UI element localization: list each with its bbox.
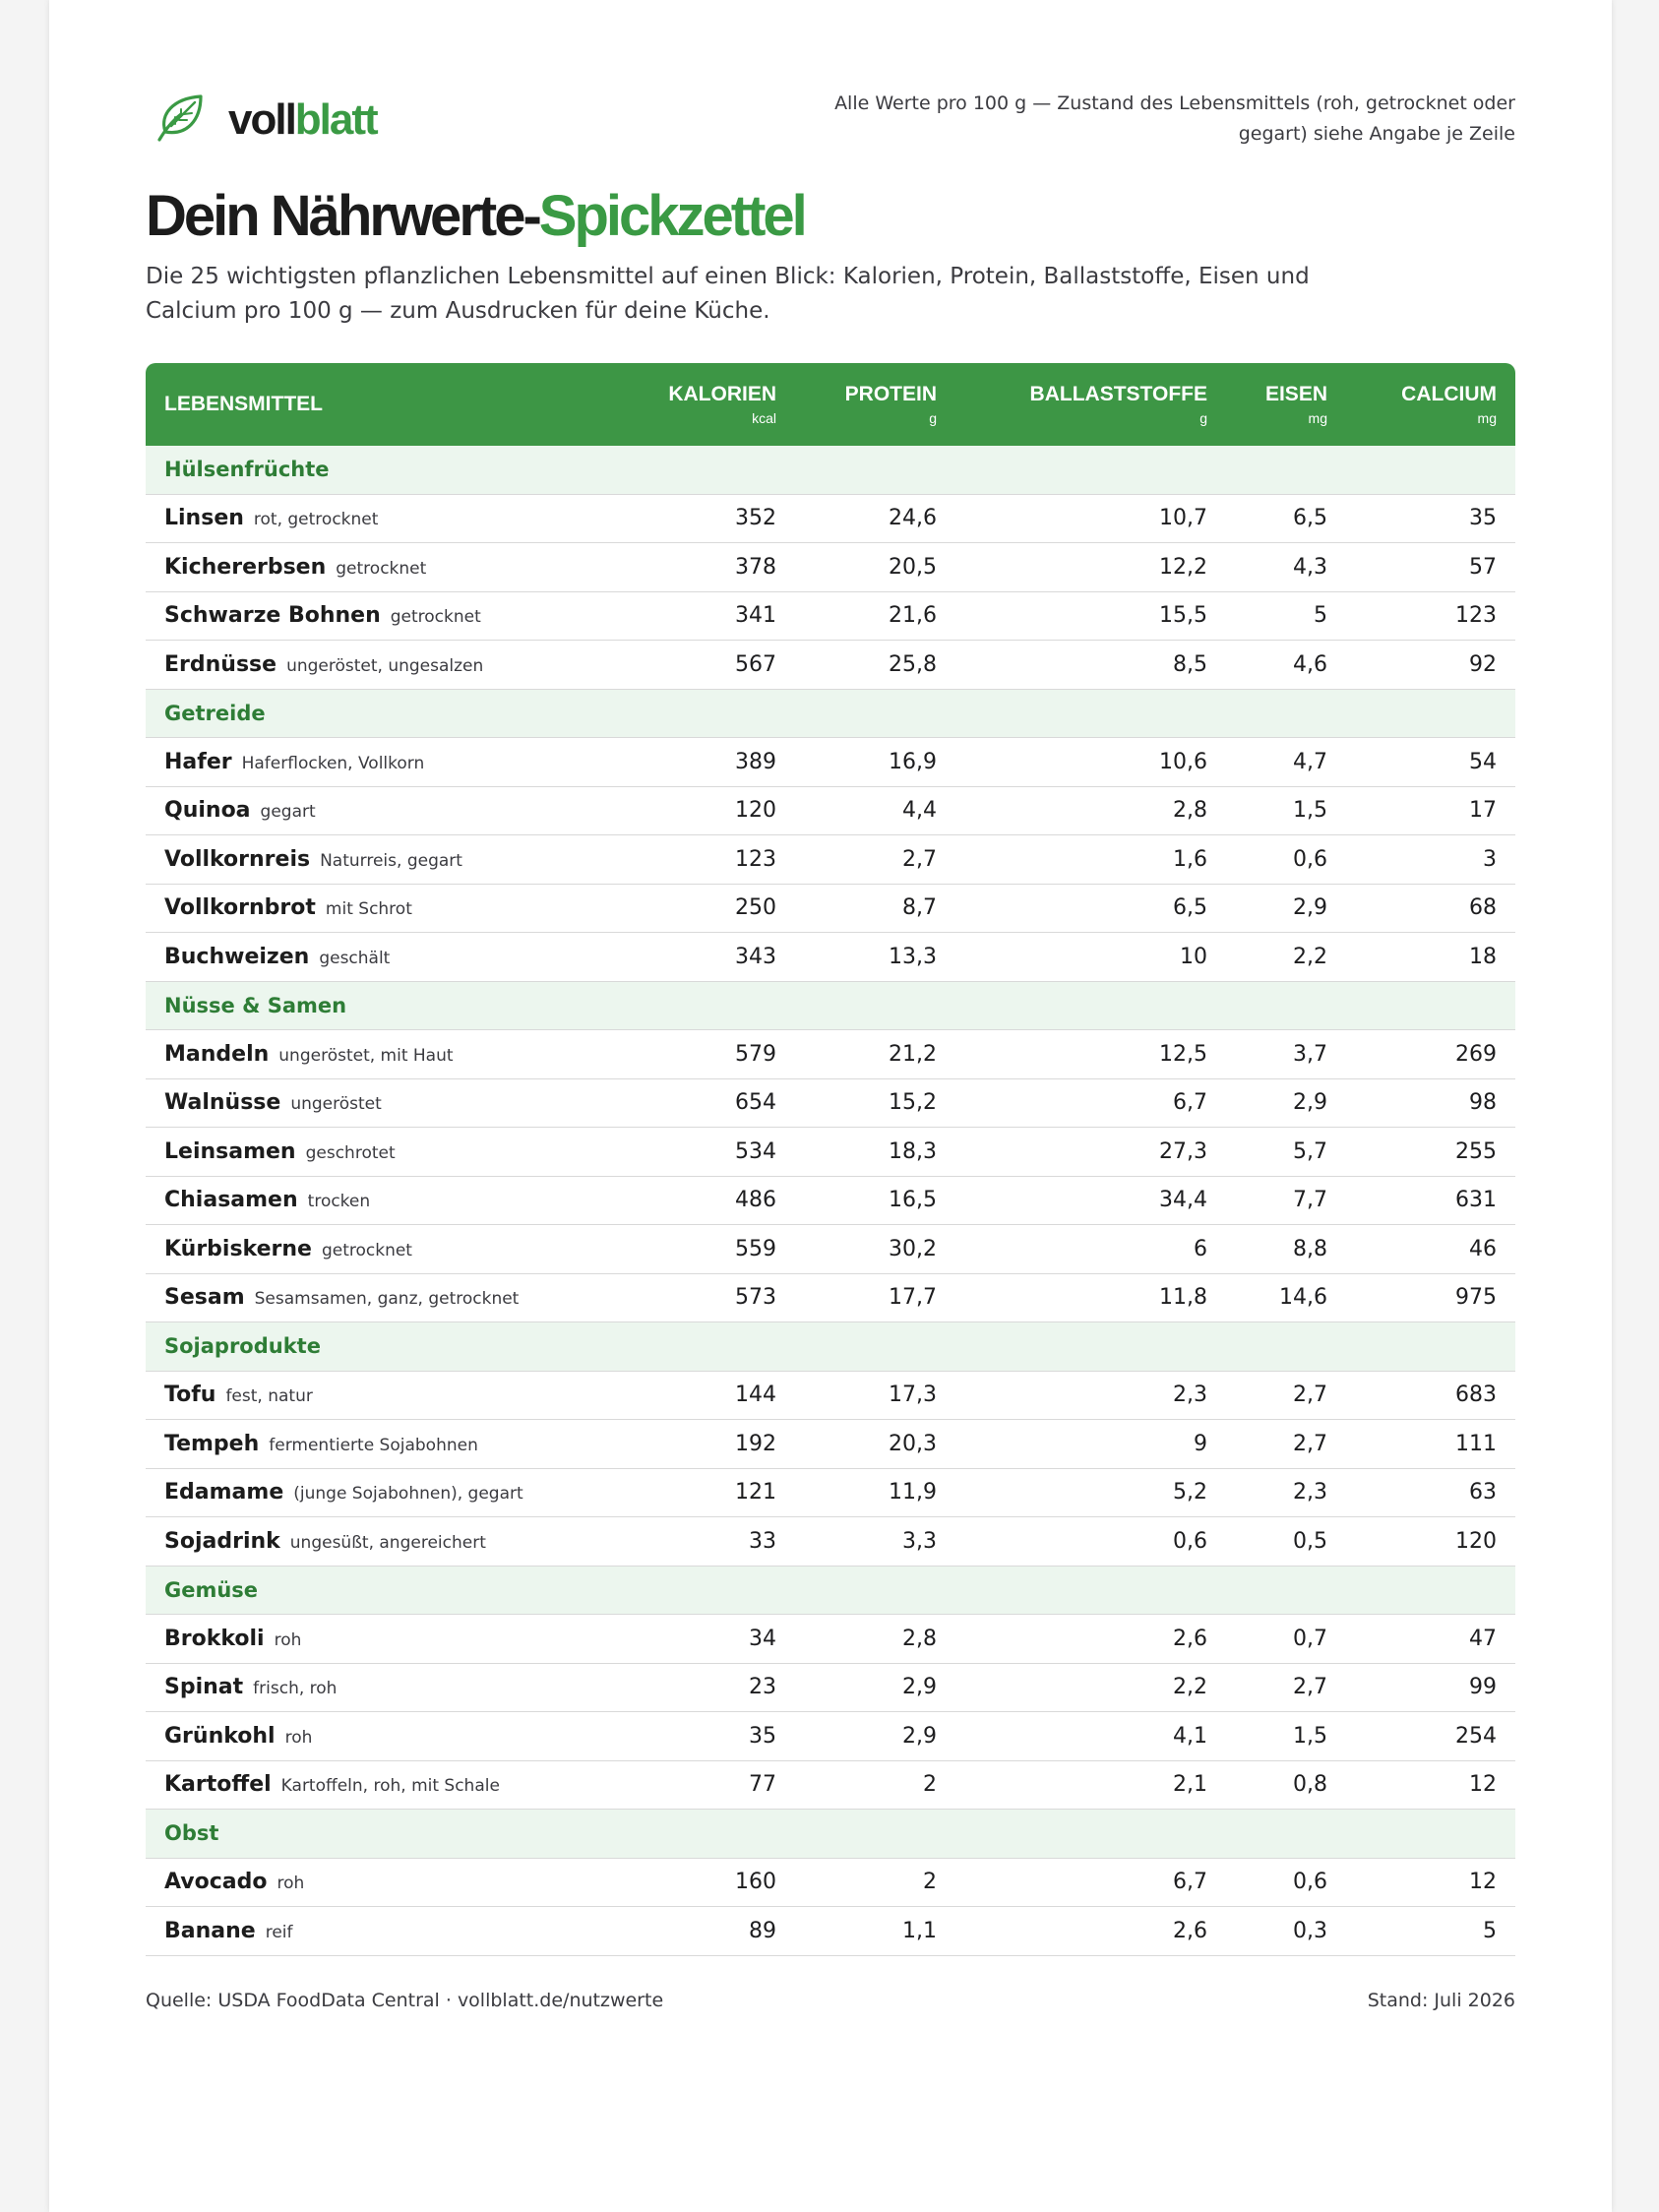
- column-unit: kcal: [752, 410, 776, 426]
- food-detail: roh: [274, 1629, 302, 1650]
- value-cell-calcium: 111: [1346, 1420, 1515, 1469]
- values-note: Alle Werte pro 100 g — Zustand des Lebensmittels (roh, getrocknet oder gegart) siehe Angabe je Zeile: [834, 92, 1515, 145]
- food-name: Quinoa: [164, 798, 251, 824]
- food-name: Vollkornreis: [164, 846, 311, 872]
- food-detail: frisch, roh: [253, 1679, 338, 1699]
- food-name: Tempeh: [164, 1431, 260, 1456]
- value-cell-kcal: 144: [628, 1372, 795, 1421]
- food-name: Sesam: [164, 1285, 245, 1311]
- value-cell-fiber: 2,8: [955, 787, 1226, 836]
- value-cell-kcal: 89: [628, 1907, 795, 1956]
- value-cell-fiber: 2,6: [955, 1907, 1226, 1956]
- column-header: [1346, 363, 1515, 446]
- value-cell-calcium: 35: [1346, 495, 1515, 544]
- value-cell-fiber: 6,5: [955, 885, 1226, 934]
- value-cell-iron: 4,7: [1226, 738, 1346, 787]
- value-cell-protein: 20,5: [795, 543, 955, 592]
- value-cell-fiber: 1,6: [955, 835, 1226, 885]
- food-name: Leinsamen: [164, 1138, 296, 1164]
- table-row: [146, 1030, 1515, 1079]
- column-label: PROTEIN: [844, 383, 937, 405]
- value-cell-protein: 20,3: [795, 1420, 955, 1469]
- value-cell-kcal: 123: [628, 835, 795, 885]
- value-cell-iron: 5,7: [1226, 1128, 1346, 1177]
- value-cell-iron: 2,9: [1226, 885, 1346, 934]
- value-cell-kcal: 567: [628, 641, 795, 690]
- food-name: Brokkoli: [164, 1626, 265, 1651]
- value-cell-iron: 0,6: [1226, 835, 1346, 885]
- value-cell-kcal: 378: [628, 543, 795, 592]
- value-cell-calcium: 18: [1346, 933, 1515, 982]
- value-cell-calcium: 631: [1346, 1177, 1515, 1226]
- table-row: [146, 1274, 1515, 1323]
- value-cell-calcium: 92: [1346, 641, 1515, 690]
- value-cell-calcium: 63: [1346, 1469, 1515, 1518]
- food-cell: [146, 1761, 628, 1811]
- value-cell-kcal: 160: [628, 1859, 795, 1908]
- value-cell-fiber: 11,8: [955, 1274, 1226, 1323]
- food-name: Erdnüsse: [164, 651, 277, 677]
- value-cell-calcium: 99: [1346, 1664, 1515, 1713]
- value-cell-fiber: 27,3: [955, 1128, 1226, 1177]
- value-cell-protein: 16,5: [795, 1177, 955, 1226]
- category-row: [146, 1322, 1515, 1372]
- food-cell: [146, 592, 628, 642]
- nutrition-table: [146, 363, 1515, 1956]
- food-cell: [146, 1859, 628, 1908]
- column-label: KALORIEN: [668, 383, 776, 405]
- value-cell-fiber: 2,6: [955, 1615, 1226, 1664]
- value-cell-iron: 7,7: [1226, 1177, 1346, 1226]
- value-cell-iron: 1,5: [1226, 787, 1346, 836]
- table-row: [146, 1420, 1515, 1469]
- food-detail: roh: [284, 1727, 313, 1748]
- value-cell-fiber: 12,5: [955, 1030, 1226, 1079]
- food-name: Grünkohl: [164, 1723, 276, 1749]
- value-cell-fiber: 2,3: [955, 1372, 1226, 1421]
- category-row: [146, 1810, 1515, 1859]
- food-detail: getrocknet: [390, 607, 481, 628]
- value-cell-calcium: 254: [1346, 1712, 1515, 1761]
- food-name: Hafer: [164, 749, 232, 774]
- category-name: Gemüse: [146, 1567, 1515, 1616]
- food-name: Mandeln: [164, 1041, 270, 1067]
- value-cell-calcium: 12: [1346, 1761, 1515, 1811]
- table-row: [146, 1712, 1515, 1761]
- page-title: [146, 183, 805, 249]
- value-cell-calcium: 54: [1346, 738, 1515, 787]
- brand-name-prefix: voll: [228, 95, 295, 144]
- food-cell: [146, 1469, 628, 1518]
- value-cell-fiber: 6,7: [955, 1079, 1226, 1129]
- value-cell-fiber: 6: [955, 1225, 1226, 1274]
- category-name: Nüsse & Samen: [146, 982, 1515, 1031]
- value-cell-iron: 0,8: [1226, 1761, 1346, 1811]
- value-cell-kcal: 341: [628, 592, 795, 642]
- value-cell-iron: 2,7: [1226, 1664, 1346, 1713]
- food-name: Vollkornbrot: [164, 895, 316, 921]
- value-cell-calcium: 255: [1346, 1128, 1515, 1177]
- value-cell-iron: 0,7: [1226, 1615, 1346, 1664]
- food-detail: Haferflocken, Vollkorn: [241, 753, 425, 773]
- food-name: Buchweizen: [164, 944, 310, 969]
- column-label: LEBENSMITTEL: [164, 393, 323, 415]
- title-prefix: Dein Nährwerte-: [146, 184, 539, 248]
- food-cell: [146, 1128, 628, 1177]
- table-row: [146, 787, 1515, 836]
- food-detail: getrocknet: [336, 558, 427, 579]
- value-cell-iron: 6,5: [1226, 495, 1346, 544]
- food-name: Spinat: [164, 1675, 244, 1700]
- value-cell-calcium: 98: [1346, 1079, 1515, 1129]
- brand-name: [228, 95, 377, 145]
- table-row: [146, 1517, 1515, 1567]
- food-detail: (junge Sojabohnen), gegart: [293, 1484, 523, 1505]
- food-name: Kichererbsen: [164, 554, 327, 580]
- value-cell-iron: 2,7: [1226, 1372, 1346, 1421]
- category-name: Hülsenfrüchte: [146, 446, 1515, 495]
- value-cell-protein: 21,2: [795, 1030, 955, 1079]
- table-row: [146, 1664, 1515, 1713]
- value-cell-iron: 0,5: [1226, 1517, 1346, 1567]
- column-header: [955, 363, 1226, 446]
- value-cell-iron: 14,6: [1226, 1274, 1346, 1323]
- value-cell-iron: 0,6: [1226, 1859, 1346, 1908]
- food-detail: ungeröstet, ungesalzen: [286, 655, 484, 676]
- value-cell-fiber: 10,7: [955, 495, 1226, 544]
- footer: [146, 1990, 1515, 2011]
- value-cell-kcal: 121: [628, 1469, 795, 1518]
- category-name: Getreide: [146, 690, 1515, 739]
- food-detail: Sesamsamen, ganz, getrocknet: [254, 1289, 520, 1310]
- table-row: [146, 1372, 1515, 1421]
- table-row: [146, 933, 1515, 982]
- value-cell-kcal: 343: [628, 933, 795, 982]
- value-cell-kcal: 77: [628, 1761, 795, 1811]
- food-detail: roh: [276, 1874, 305, 1894]
- intro-text: Die 25 wichtigsten pflanzlichen Lebensmittel auf einen Blick: Kalorien, Protein, Ballaststoffe, Eisen und Calcium pro 100 g — zum Ausdrucken für deine Küche.: [146, 264, 1310, 324]
- category-row: [146, 1567, 1515, 1616]
- column-label: EISEN: [1264, 383, 1327, 405]
- value-cell-protein: 17,3: [795, 1372, 955, 1421]
- column-unit: g: [1199, 410, 1207, 426]
- value-cell-calcium: 68: [1346, 885, 1515, 934]
- column-unit: g: [929, 410, 937, 426]
- value-cell-protein: 2,9: [795, 1664, 955, 1713]
- food-cell: [146, 1420, 628, 1469]
- value-cell-iron: 8,8: [1226, 1225, 1346, 1274]
- value-cell-iron: 5: [1226, 592, 1346, 642]
- food-detail: gegart: [260, 802, 316, 823]
- value-cell-protein: 2: [795, 1761, 955, 1811]
- food-name: Kürbiskerne: [164, 1236, 312, 1261]
- food-detail: geschrotet: [305, 1142, 396, 1163]
- food-cell: [146, 1225, 628, 1274]
- value-cell-protein: 21,6: [795, 592, 955, 642]
- value-cell-kcal: 559: [628, 1225, 795, 1274]
- value-cell-iron: 2,3: [1226, 1469, 1346, 1518]
- table-row: [146, 835, 1515, 885]
- food-cell: [146, 1274, 628, 1323]
- food-cell: [146, 738, 628, 787]
- table-row: [146, 1907, 1515, 1956]
- value-cell-fiber: 34,4: [955, 1177, 1226, 1226]
- table-row: [146, 885, 1515, 934]
- food-cell: [146, 1664, 628, 1713]
- brand-name-accent: blatt: [294, 95, 377, 144]
- table-row: [146, 543, 1515, 592]
- value-cell-fiber: 10,6: [955, 738, 1226, 787]
- table-row: [146, 592, 1515, 642]
- value-cell-kcal: 534: [628, 1128, 795, 1177]
- value-cell-fiber: 10: [955, 933, 1226, 982]
- value-cell-protein: 17,7: [795, 1274, 955, 1323]
- value-cell-kcal: 23: [628, 1664, 795, 1713]
- value-cell-iron: 2,9: [1226, 1079, 1346, 1129]
- table-row: [146, 641, 1515, 690]
- column-header: [1226, 363, 1346, 446]
- column-header: [795, 363, 955, 446]
- value-cell-protein: 8,7: [795, 885, 955, 934]
- value-cell-fiber: 5,2: [955, 1469, 1226, 1518]
- value-cell-kcal: 352: [628, 495, 795, 544]
- value-cell-protein: 1,1: [795, 1907, 955, 1956]
- value-cell-fiber: 9: [955, 1420, 1226, 1469]
- value-cell-kcal: 33: [628, 1517, 795, 1567]
- table-row: [146, 1469, 1515, 1518]
- food-cell: [146, 1615, 628, 1664]
- table-row: [146, 1079, 1515, 1129]
- value-cell-protein: 16,9: [795, 738, 955, 787]
- food-name: Linsen: [164, 506, 244, 531]
- column-header: [146, 363, 628, 446]
- value-cell-calcium: 123: [1346, 592, 1515, 642]
- value-cell-calcium: 12: [1346, 1859, 1515, 1908]
- value-cell-kcal: 579: [628, 1030, 795, 1079]
- table-row: [146, 1859, 1515, 1908]
- food-detail: ungesüßt, angereichert: [289, 1532, 486, 1553]
- table-body: [146, 446, 1515, 1956]
- food-detail: fest, natur: [225, 1386, 313, 1407]
- value-cell-fiber: 2,2: [955, 1664, 1226, 1713]
- value-cell-kcal: 35: [628, 1712, 795, 1761]
- column-unit: mg: [1477, 410, 1497, 426]
- value-cell-fiber: 4,1: [955, 1712, 1226, 1761]
- food-cell: [146, 1907, 628, 1956]
- food-cell: [146, 835, 628, 885]
- food-name: Banane: [164, 1918, 256, 1943]
- value-cell-protein: 11,9: [795, 1469, 955, 1518]
- food-cell: [146, 1030, 628, 1079]
- value-cell-protein: 2,8: [795, 1615, 955, 1664]
- value-cell-kcal: 250: [628, 885, 795, 934]
- value-cell-kcal: 192: [628, 1420, 795, 1469]
- value-cell-calcium: 975: [1346, 1274, 1515, 1323]
- value-cell-protein: 2,7: [795, 835, 955, 885]
- food-cell: [146, 933, 628, 982]
- food-name: Chiasamen: [164, 1188, 298, 1213]
- date-note: Stand: Juli 2026: [1367, 1990, 1515, 2011]
- food-name: Edamame: [164, 1480, 284, 1505]
- category-row: [146, 690, 1515, 739]
- category-row: [146, 446, 1515, 495]
- column-unit: mg: [1308, 410, 1327, 426]
- food-cell: [146, 1079, 628, 1129]
- food-detail: getrocknet: [321, 1240, 412, 1260]
- value-cell-calcium: 683: [1346, 1372, 1515, 1421]
- source-note: Quelle: USDA FoodData Central · vollblatt.de/nutzwerte: [146, 1990, 664, 2011]
- table-row: [146, 1761, 1515, 1811]
- food-detail: geschält: [319, 948, 391, 968]
- category-row: [146, 982, 1515, 1031]
- category-name: Sojaprodukte: [146, 1322, 1515, 1372]
- food-cell: [146, 543, 628, 592]
- food-name: Kartoffel: [164, 1772, 272, 1798]
- table-row: [146, 738, 1515, 787]
- value-cell-protein: 25,8: [795, 641, 955, 690]
- value-cell-calcium: 17: [1346, 787, 1515, 836]
- value-cell-calcium: 120: [1346, 1517, 1515, 1567]
- food-name: Sojadrink: [164, 1528, 280, 1554]
- value-cell-protein: 13,3: [795, 933, 955, 982]
- food-name: Walnüsse: [164, 1090, 281, 1116]
- food-cell: [146, 787, 628, 836]
- food-cell: [146, 1177, 628, 1226]
- table-header-row: [146, 363, 1515, 446]
- value-cell-calcium: 269: [1346, 1030, 1515, 1079]
- value-cell-iron: 4,6: [1226, 641, 1346, 690]
- value-cell-protein: 24,6: [795, 495, 955, 544]
- food-cell: [146, 1372, 628, 1421]
- value-cell-iron: 4,3: [1226, 543, 1346, 592]
- value-cell-iron: 0,3: [1226, 1907, 1346, 1956]
- value-cell-kcal: 389: [628, 738, 795, 787]
- category-name: Obst: [146, 1810, 1515, 1859]
- value-cell-kcal: 573: [628, 1274, 795, 1323]
- value-cell-iron: 3,7: [1226, 1030, 1346, 1079]
- food-cell: [146, 1517, 628, 1567]
- value-cell-protein: 3,3: [795, 1517, 955, 1567]
- column-label: BALLASTSTOFFE: [1029, 383, 1207, 405]
- table-row: [146, 1225, 1515, 1274]
- value-cell-protein: 2: [795, 1859, 955, 1908]
- food-detail: ungeröstet, mit Haut: [278, 1045, 454, 1066]
- value-cell-calcium: 3: [1346, 835, 1515, 885]
- value-cell-fiber: 6,7: [955, 1859, 1226, 1908]
- food-detail: fermentierte Sojabohnen: [269, 1435, 478, 1455]
- value-cell-fiber: 12,2: [955, 543, 1226, 592]
- value-cell-protein: 2,9: [795, 1712, 955, 1761]
- food-cell: [146, 1712, 628, 1761]
- value-cell-protein: 30,2: [795, 1225, 955, 1274]
- value-cell-calcium: 5: [1346, 1907, 1515, 1956]
- value-cell-iron: 1,5: [1226, 1712, 1346, 1761]
- brand[interactable]: [152, 91, 377, 150]
- food-cell: [146, 495, 628, 544]
- food-detail: trocken: [307, 1192, 371, 1212]
- table-row: [146, 1177, 1515, 1226]
- table-row: [146, 1128, 1515, 1177]
- title-accent: Spickzettel: [538, 184, 805, 248]
- value-cell-calcium: 46: [1346, 1225, 1515, 1274]
- value-cell-calcium: 47: [1346, 1615, 1515, 1664]
- food-detail: rot, getrocknet: [253, 510, 379, 530]
- value-cell-fiber: 2,1: [955, 1761, 1226, 1811]
- value-cell-kcal: 654: [628, 1079, 795, 1129]
- value-cell-protein: 15,2: [795, 1079, 955, 1129]
- food-detail: mit Schrot: [325, 899, 412, 920]
- value-cell-protein: 18,3: [795, 1128, 955, 1177]
- food-cell: [146, 641, 628, 690]
- food-detail: reif: [265, 1922, 293, 1942]
- food-name: Tofu: [164, 1382, 216, 1408]
- food-name: Schwarze Bohnen: [164, 603, 381, 629]
- column-header: [628, 363, 795, 446]
- value-cell-fiber: 8,5: [955, 641, 1226, 690]
- page: [49, 0, 1612, 2212]
- value-cell-fiber: 15,5: [955, 592, 1226, 642]
- value-cell-fiber: 0,6: [955, 1517, 1226, 1567]
- food-name: Avocado: [164, 1870, 268, 1895]
- table-row: [146, 495, 1515, 544]
- value-cell-kcal: 486: [628, 1177, 795, 1226]
- food-cell: [146, 885, 628, 934]
- value-cell-iron: 2,2: [1226, 933, 1346, 982]
- food-detail: Kartoffeln, roh, mit Schale: [280, 1776, 500, 1797]
- value-cell-kcal: 120: [628, 787, 795, 836]
- food-detail: Naturreis, gegart: [320, 850, 462, 871]
- food-detail: ungeröstet: [290, 1094, 382, 1115]
- leaf-icon: [152, 91, 207, 150]
- column-label: CALCIUM: [1401, 383, 1497, 405]
- value-cell-kcal: 34: [628, 1615, 795, 1664]
- value-cell-iron: 2,7: [1226, 1420, 1346, 1469]
- value-cell-protein: 4,4: [795, 787, 955, 836]
- table-row: [146, 1615, 1515, 1664]
- value-cell-calcium: 57: [1346, 543, 1515, 592]
